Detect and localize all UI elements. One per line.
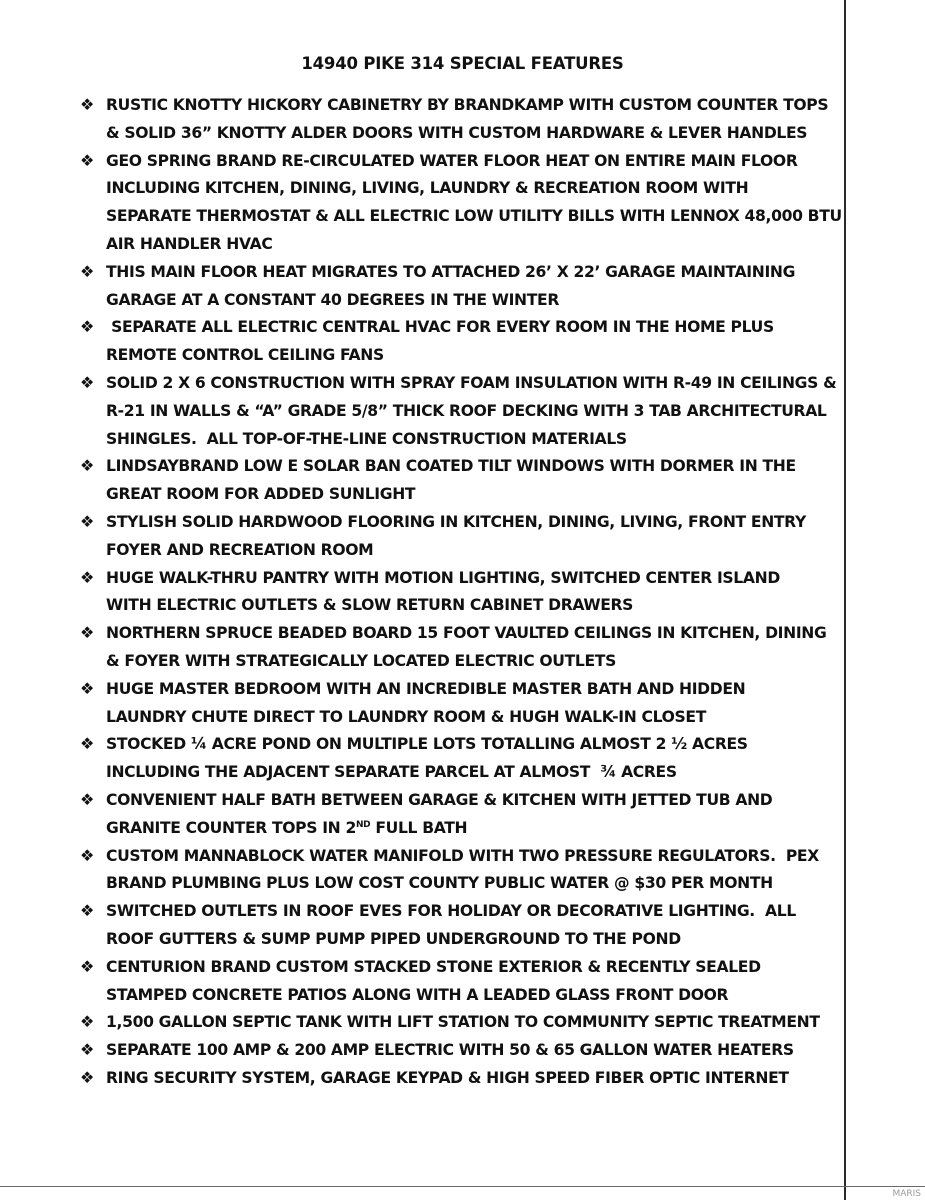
ordinal-superscript: ND bbox=[355, 819, 371, 830]
diamond-bullet-icon: ❖ bbox=[80, 956, 94, 976]
diamond-bullet-icon: ❖ bbox=[80, 95, 94, 114]
feature-text-line: STOCKED ¼ ACRE POND ON MULTIPLE LOTS TOTALLING ALMOST 2 ½ ACRES bbox=[106, 735, 748, 754]
feature-item bbox=[80, 787, 870, 843]
diamond-bullet-icon: ❖ bbox=[80, 317, 94, 337]
feature-text-line: & FOYER WITH STRATEGICALLY LOCATED ELECTRIC OUTLETS bbox=[106, 651, 616, 670]
feature-text-line: RUSTIC KNOTTY HICKORY CABINETRY BY BRANDKAMP WITH CUSTOM COUNTER TOPS bbox=[106, 96, 829, 114]
diamond-bullet-icon: ❖ bbox=[80, 567, 94, 587]
feature-text-line: REMOTE CONTROL CEILING FANS bbox=[106, 346, 384, 365]
diamond-bullet-icon: ❖ bbox=[80, 678, 94, 698]
feature-text-line: ROOF GUTTERS & SUMP PUMP PIPED UNDERGROUND TO THE POND bbox=[106, 929, 681, 948]
feature-item bbox=[80, 259, 870, 315]
diamond-bullet-icon: ❖ bbox=[80, 261, 94, 281]
diamond-bullet-icon: ❖ bbox=[80, 511, 94, 531]
feature-text-line: AIR HANDLER HVAC bbox=[106, 234, 273, 253]
feature-text-line: LINDSAYBRAND LOW E SOLAR BAN COATED TILT WINDOWS WITH DORMER IN THE bbox=[106, 457, 796, 476]
feature-text-line: GARAGE AT A CONSTANT 40 DEGREES IN THE WINTER bbox=[106, 290, 559, 309]
diamond-bullet-icon: ❖ bbox=[80, 789, 94, 809]
feature-item bbox=[80, 676, 870, 732]
feature-item bbox=[80, 898, 870, 954]
diamond-bullet-icon: ❖ bbox=[80, 1012, 94, 1032]
diamond-bullet-icon: ❖ bbox=[80, 845, 94, 865]
feature-text-line: & SOLID 36” KNOTTY ALDER DOORS WITH CUSTOM HARDWARE & LEVER HANDLES bbox=[106, 123, 808, 142]
feature-text-line: SOLID 2 X 6 CONSTRUCTION WITH SPRAY FOAM INSULATION WITH R-49 IN CEILINGS & bbox=[106, 373, 837, 392]
feature-text-line: THIS MAIN FLOOR HEAT MIGRATES TO ATTACHED 26’ X 22’ GARAGE MAINTAINING bbox=[106, 262, 796, 281]
feature-item bbox=[80, 370, 870, 453]
feature-text-segment: FULL BATH bbox=[370, 818, 468, 837]
diamond-bullet-icon: ❖ bbox=[80, 901, 94, 921]
feature-item bbox=[80, 954, 870, 1010]
feature-text-line: FOYER AND RECREATION ROOM bbox=[106, 540, 374, 559]
feature-text-line: SHINGLES. ALL TOP-OF-THE-LINE CONSTRUCTION MATERIALS bbox=[106, 429, 627, 448]
feature-text-line: GREAT ROOM FOR ADDED SUNLIGHT bbox=[106, 485, 416, 504]
feature-text-line: SEPARATE ALL ELECTRIC CENTRAL HVAC FOR EVERY ROOM IN THE HOME PLUS bbox=[106, 318, 774, 337]
feature-item bbox=[80, 620, 870, 676]
feature-text-line: SEPARATE THERMOSTAT & ALL ELECTRIC LOW UTILITY BILLS WITH LENNOX 48,000 BTU bbox=[106, 207, 842, 226]
feature-text-line: NORTHERN SPRUCE BEADED BOARD 15 FOOT VAULTED CEILINGS IN KITCHEN, DINING bbox=[106, 624, 827, 643]
watermark: MARIS bbox=[892, 1189, 921, 1199]
feature-item bbox=[80, 92, 870, 148]
feature-item bbox=[80, 453, 870, 509]
feature-text-line: STYLISH SOLID HARDWOOD FLOORING IN KITCHEN, DINING, LIVING, FRONT ENTRY bbox=[106, 512, 806, 531]
scan-edge-vertical-line bbox=[844, 0, 846, 1200]
feature-text-line: RING SECURITY SYSTEM, GARAGE KEYPAD & HIGH SPEED FIBER OPTIC INTERNET bbox=[106, 1068, 789, 1087]
feature-text-line: R-21 IN WALLS & “A” GRADE 5/8” THICK ROOF DECKING WITH 3 TAB ARCHITECTURAL bbox=[106, 401, 827, 420]
diamond-bullet-icon: ❖ bbox=[80, 372, 94, 392]
feature-text-line bbox=[106, 815, 870, 843]
scan-edge-horizontal-line bbox=[0, 1186, 925, 1187]
feature-text-line: SWITCHED OUTLETS IN ROOF EVES FOR HOLIDAY OR DECORATIVE LIGHTING. ALL bbox=[106, 902, 796, 921]
feature-item bbox=[80, 509, 870, 565]
feature-text-line: WITH ELECTRIC OUTLETS & SLOW RETURN CABINET DRAWERS bbox=[106, 596, 634, 615]
feature-item bbox=[80, 1009, 870, 1037]
page-title: 14940 PIKE 314 SPECIAL FEATURES bbox=[301, 54, 624, 73]
feature-item bbox=[80, 731, 870, 787]
feature-item bbox=[80, 1065, 870, 1093]
feature-text-line: SEPARATE 100 AMP & 200 AMP ELECTRIC WITH 50 & 65 GALLON WATER HEATERS bbox=[106, 1041, 794, 1060]
diamond-bullet-icon: ❖ bbox=[80, 456, 94, 476]
feature-text-line: BRAND PLUMBING PLUS LOW COST COUNTY PUBLIC WATER @ $30 PER MONTH bbox=[106, 874, 773, 893]
diamond-bullet-icon: ❖ bbox=[80, 623, 94, 643]
feature-text-line: LAUNDRY CHUTE DIRECT TO LAUNDRY ROOM & HUGH WALK-IN CLOSET bbox=[106, 707, 706, 726]
feature-item bbox=[80, 1037, 870, 1065]
feature-text-line: CONVENIENT HALF BATH BETWEEN GARAGE & KITCHEN WITH JETTED TUB AND bbox=[106, 790, 773, 809]
feature-item bbox=[80, 843, 870, 899]
feature-item bbox=[80, 314, 870, 370]
feature-text-line: GEO SPRING BRAND RE-CIRCULATED WATER FLOOR HEAT ON ENTIRE MAIN FLOOR bbox=[106, 151, 798, 170]
feature-text-line: CENTURION BRAND CUSTOM STACKED STONE EXTERIOR & RECENTLY SEALED bbox=[106, 957, 761, 976]
feature-item bbox=[80, 148, 870, 259]
feature-text-line: HUGE MASTER BEDROOM WITH AN INCREDIBLE MASTER BATH AND HIDDEN bbox=[106, 679, 746, 698]
diamond-bullet-icon: ❖ bbox=[80, 1040, 94, 1060]
feature-text-line: CUSTOM MANNABLOCK WATER MANIFOLD WITH TWO PRESSURE REGULATORS. PEX bbox=[106, 846, 819, 865]
diamond-bullet-icon: ❖ bbox=[80, 734, 94, 754]
feature-text-line: 1,500 GALLON SEPTIC TANK WITH LIFT STATION TO COMMUNITY SEPTIC TREATMENT bbox=[106, 1013, 820, 1032]
feature-text-segment: GRANITE COUNTER TOPS IN 2 bbox=[106, 818, 356, 837]
diamond-bullet-icon: ❖ bbox=[80, 1067, 94, 1087]
feature-item bbox=[80, 565, 870, 621]
feature-text-line: STAMPED CONCRETE PATIOS ALONG WITH A LEADED GLASS FRONT DOOR bbox=[106, 985, 729, 1004]
feature-text-line: INCLUDING THE ADJACENT SEPARATE PARCEL AT ALMOST ¾ ACRES bbox=[106, 763, 677, 782]
feature-text-line: INCLUDING KITCHEN, DINING, LIVING, LAUNDRY & RECREATION ROOM WITH bbox=[106, 179, 749, 198]
diamond-bullet-icon: ❖ bbox=[80, 150, 94, 170]
feature-text-line: HUGE WALK-THRU PANTRY WITH MOTION LIGHTING, SWITCHED CENTER ISLAND bbox=[106, 568, 780, 587]
feature-list bbox=[80, 92, 870, 1093]
